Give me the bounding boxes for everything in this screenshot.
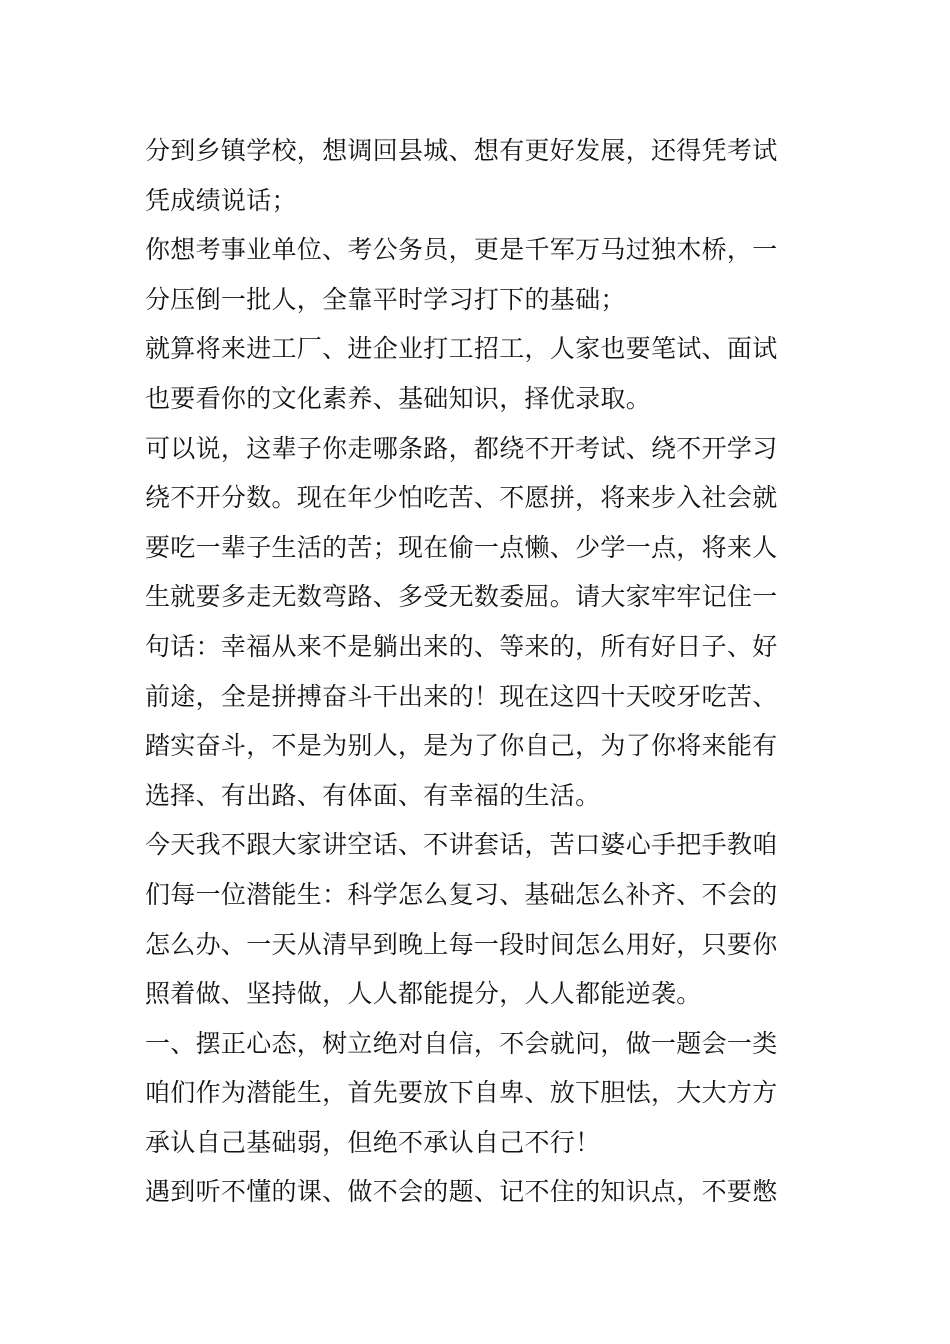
text-line: 踏实奋斗，不是为别人，是为了你自己，为了你将来能有: [145, 731, 778, 761]
text-line: 照着做、坚持做，人人都能提分，人人都能逆袭。: [145, 979, 702, 1009]
text-line: 分压倒一批人，全靠平时学习打下的基础；: [145, 284, 626, 314]
text-line: 也要看你的文化素养、基础知识，择优录取。: [145, 383, 652, 413]
text-line: 今天我不跟大家讲空话、不讲套话，苦口婆心手把手教咱: [145, 830, 778, 860]
text-line: 绕不开分数。现在年少怕吃苦、不愿拼，将来步入社会就: [145, 483, 778, 513]
text-line: 遇到听不懂的课、做不会的题、记不住的知识点，不要憋: [145, 1177, 778, 1207]
text-line: 就算将来进工厂、进企业打工招工，人家也要笔试、面试: [145, 334, 778, 364]
text-line: 咱们作为潜能生，首先要放下自卑、放下胆怯，大大方方: [145, 1078, 778, 1108]
text-line: 可以说，这辈子你走哪条路，都绕不开考试、绕不开学习: [145, 433, 778, 463]
text-line: 生就要多走无数弯路、多受无数委屈。请大家牢牢记住一: [145, 582, 778, 612]
text-line: 你想考事业单位、考公务员，更是千军万马过独木桥，一: [145, 235, 778, 265]
text-line: 怎么办、一天从清早到晚上每一段时间怎么用好，只要你: [145, 929, 778, 959]
section-heading: 一、摆正心态，树立绝对自信，不会就问，做一题会一类: [145, 1028, 778, 1058]
text-line: 分到乡镇学校，想调回县城、想有更好发展，还得凭考试: [145, 136, 778, 165]
body-text: [145, 126, 815, 1217]
text-line: 选择、有出路、有体面、有幸福的生活。: [145, 780, 601, 810]
text-line: 凭成绩说话；: [145, 185, 297, 215]
text-line: 句话：幸福从来不是躺出来的、等来的，所有好日子、好: [145, 631, 778, 661]
text-line: 承认自己基础弱，但绝不承认自己不行！: [145, 1127, 601, 1157]
text-line: 要吃一辈子生活的苦；现在偷一点懒、少学一点，将来人: [145, 532, 778, 562]
text-line: 们每一位潜能生：科学怎么复习、基础怎么补齐、不会的: [145, 879, 778, 909]
text-line: 前途，全是拼搏奋斗干出来的！现在这四十天咬牙吃苦、: [145, 681, 778, 711]
